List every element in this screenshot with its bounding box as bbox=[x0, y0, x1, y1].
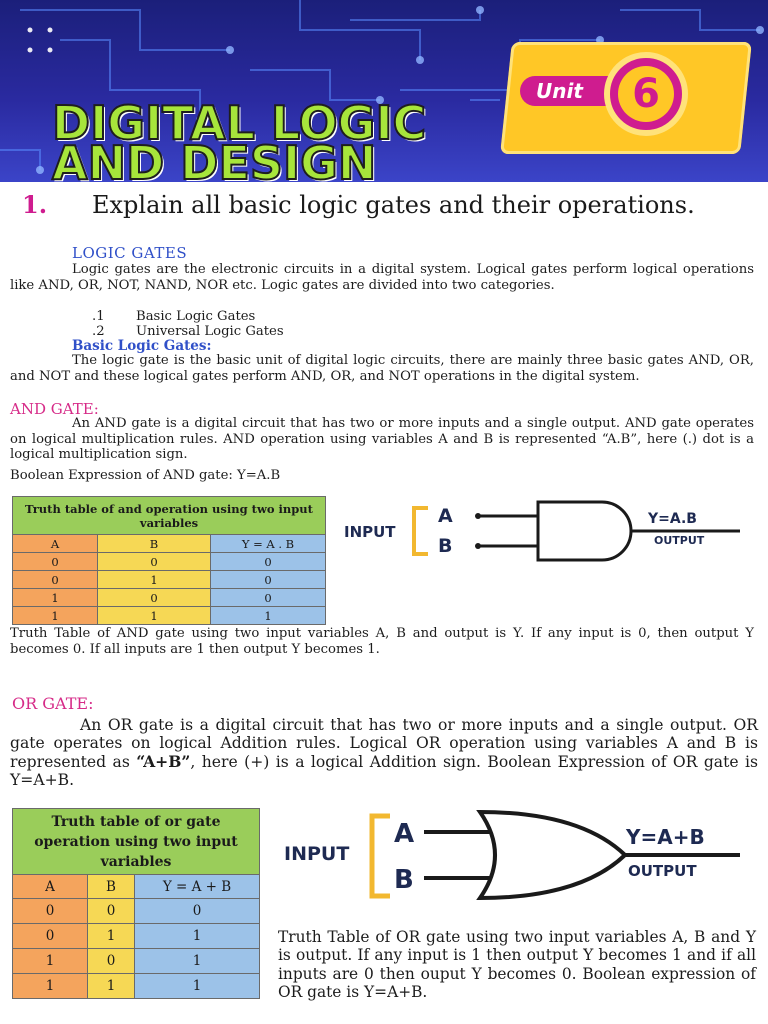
or-table-cell: 1 bbox=[88, 974, 135, 999]
and-table-cell: 0 bbox=[13, 553, 98, 571]
basic-logic-gates-text: The logic gate is the basic unit of digital logic circuits, there are mainly three basic gates AND, OR, and NOT and these logical gates perform AND, OR, and NOT operations in the digital system. bbox=[10, 353, 754, 384]
or-table-cell: 0 bbox=[88, 949, 135, 974]
and-table-cell: 1 bbox=[211, 607, 326, 625]
and-input-a: A bbox=[438, 505, 453, 527]
or-input-b: B bbox=[394, 865, 414, 895]
and-table-cell: 0 bbox=[211, 571, 326, 589]
and-input-bracket-icon bbox=[414, 508, 428, 554]
category-1-label: Basic Logic Gates bbox=[136, 309, 256, 324]
or-table-cell: 1 bbox=[88, 924, 135, 949]
and-table-header-a: A bbox=[13, 535, 98, 553]
or-table-header-b: B bbox=[88, 875, 135, 899]
or-gate-text-expression: “A+B” bbox=[136, 751, 191, 771]
or-table-cell: 0 bbox=[135, 899, 260, 924]
or-table-header-a: A bbox=[13, 875, 88, 899]
question-number: 1. bbox=[22, 190, 48, 219]
or-table-cell: 1 bbox=[135, 949, 260, 974]
unit-banner bbox=[0, 0, 768, 182]
and-table-cell: 1 bbox=[98, 607, 211, 625]
or-gate-symbol-icon bbox=[480, 812, 625, 898]
and-table-cell: 0 bbox=[211, 589, 326, 607]
and-table-title: Truth table of and operation using two input variables bbox=[13, 497, 326, 535]
or-input-a: A bbox=[394, 819, 415, 849]
or-gate-diagram bbox=[280, 808, 760, 908]
and-truth-table bbox=[12, 496, 326, 625]
and-table-cell: 1 bbox=[98, 571, 211, 589]
or-table-cell: 1 bbox=[135, 974, 260, 999]
and-output-label: OUTPUT bbox=[654, 534, 705, 547]
or-gate-text-part2: , here (+) is a logical Addition sign. Boolean Expression of OR gate is Y=A+B. bbox=[10, 752, 759, 790]
and-gate-symbol-icon bbox=[538, 502, 631, 560]
and-table-cell: 1 bbox=[13, 589, 98, 607]
and-table-cell: 0 bbox=[211, 553, 326, 571]
unit-number-badge bbox=[604, 52, 688, 136]
and-gate-text: An AND gate is a digital circuit that has two or more inputs and a single output. AND gate operates on logical multiplication rules. AND operation using variables A and B is represented “A.B”, here (.) dot is a logical multiplication sign. bbox=[10, 416, 754, 463]
basic-logic-gates-heading: Basic Logic Gates: bbox=[72, 338, 212, 354]
and-input-b: B bbox=[438, 535, 453, 557]
and-table-cell: 0 bbox=[13, 571, 98, 589]
or-gate-text-part1: An OR gate is a digital circuit that has two or more inputs and a single output. OR gate operates on logical Addition rules. Logical OR operation using variables A and B is represented as bbox=[10, 716, 758, 771]
or-table-cell: 0 bbox=[88, 899, 135, 924]
unit-label: Unit bbox=[520, 76, 628, 106]
unit-number: 6 bbox=[618, 66, 674, 122]
or-truth-table bbox=[12, 808, 260, 999]
category-1-num: .1 bbox=[92, 309, 105, 324]
or-table-header-y: Y = A + B bbox=[135, 875, 260, 899]
category-2-num: .2 bbox=[92, 324, 105, 339]
and-gate-expression: Boolean Expression of AND gate: Y=A.B bbox=[10, 468, 281, 483]
and-table-cell: 0 bbox=[98, 553, 211, 571]
or-gate-heading: OR GATE: bbox=[12, 694, 94, 713]
or-input-label: INPUT bbox=[284, 843, 350, 865]
logic-gates-heading: LOGIC GATES bbox=[72, 244, 188, 262]
banner-title-line-1: DIGITAL LOGIC bbox=[52, 96, 427, 150]
or-table-cell: 1 bbox=[135, 924, 260, 949]
category-2-label: Universal Logic Gates bbox=[136, 324, 284, 339]
and-gate-diagram bbox=[340, 496, 760, 566]
question-text: Explain all basic logic gates and their operations. bbox=[92, 191, 695, 219]
and-table-cell: 1 bbox=[13, 607, 98, 625]
or-output-label: OUTPUT bbox=[628, 862, 697, 880]
or-gate-text bbox=[10, 716, 758, 790]
or-table-cell: 1 bbox=[13, 949, 88, 974]
or-output-expression: Y=A+B bbox=[626, 825, 705, 849]
and-output-expression: Y=A.B bbox=[648, 511, 697, 527]
and-table-header-y: Y = A . B bbox=[211, 535, 326, 553]
or-table-title: Truth table of or gate operation using two input variables bbox=[13, 809, 260, 875]
or-input-bracket-icon bbox=[372, 816, 390, 896]
and-table-cell: 0 bbox=[98, 589, 211, 607]
and-table-header-b: B bbox=[98, 535, 211, 553]
or-table-cell: 0 bbox=[13, 899, 88, 924]
or-gate-caption: Truth Table of OR gate using two input variables A, B and Y is output. If any input is 1 then output Y becomes 1 and if all inputs are 0 then ouput Y becomes 0. Boolean expression of OR gate is Y=A+B. bbox=[278, 928, 756, 1002]
logic-gates-intro: Logic gates are the electronic circuits in a digital system. Logical gates perform logical operations like AND, OR, NOT, NAND, NOR etc. Logic gates are divided into two categories. bbox=[10, 262, 754, 293]
and-gate-heading: AND GATE: bbox=[10, 400, 99, 418]
or-table-cell: 0 bbox=[13, 924, 88, 949]
and-gate-caption: Truth Table of AND gate using two input variables A, B and output is Y. If any input is 0, then output Y becomes 0. If all inputs are 1 then output Y becomes 1. bbox=[10, 626, 754, 657]
and-input-label: INPUT bbox=[344, 523, 396, 541]
or-table-cell: 1 bbox=[13, 974, 88, 999]
banner-title-line-2: AND DESIGN bbox=[52, 136, 377, 182]
